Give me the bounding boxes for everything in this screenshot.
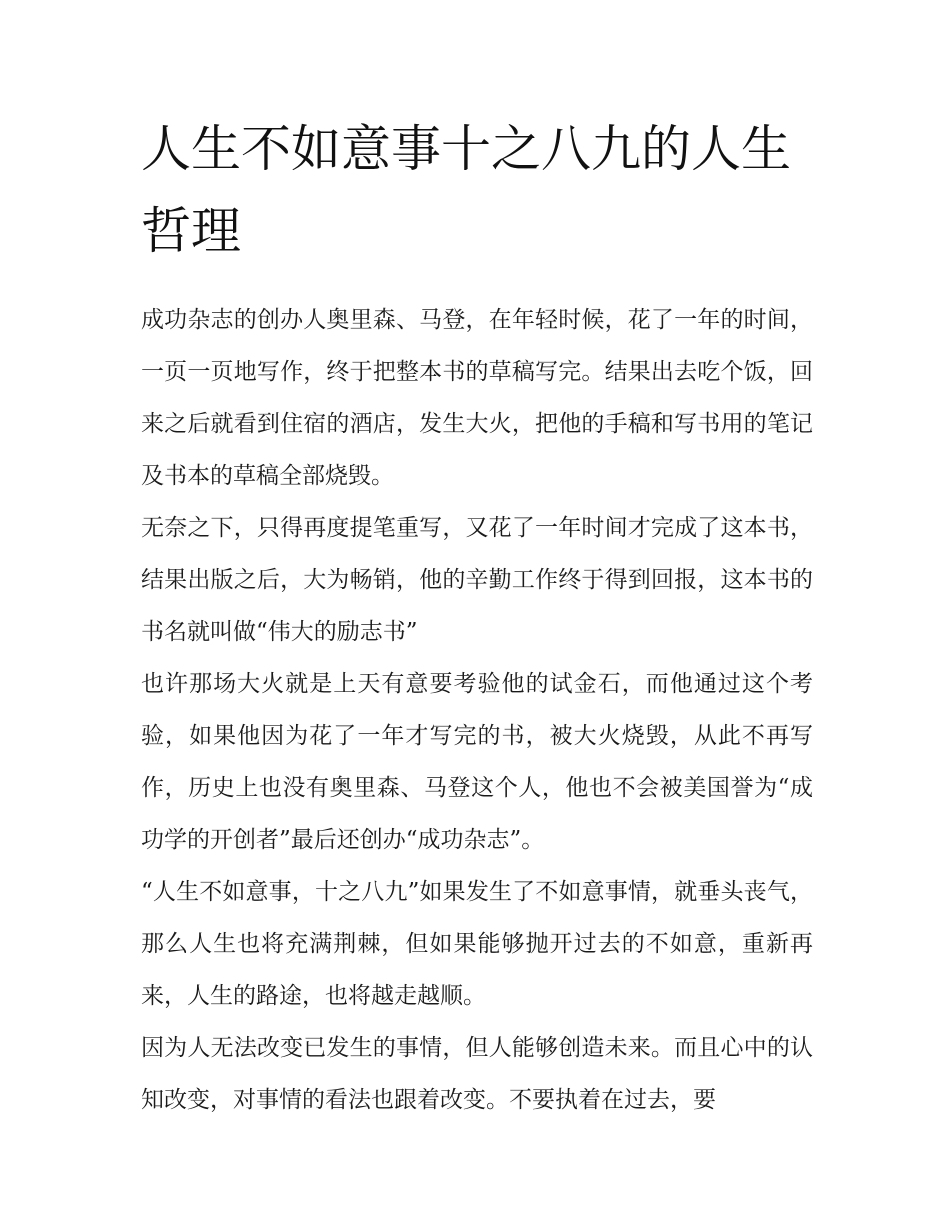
paragraph: 成功杂志的创办人奥里森、马登，在年轻时候，花了一年的时间，一页一页地写作，终于把整本书的草稿写完。结果出去吃个饭，回来之后就看到住宿的酒店，发生大火，把他的手稿和写书用的笔记及书本的草稿全部烧毁。 xyxy=(141,307,813,489)
paragraph: 无奈之下，只得再度提笔重写，又花了一年时间才完成了这本书，结果出版之后，大为畅销，他的辛勤工作终于得到回报，这本书的书名就叫做“伟大的励志书” xyxy=(141,515,813,645)
document-title: 人生不如意事十之八九的人生哲理 xyxy=(141,120,791,260)
paragraph: 因为人无法改变已发生的事情，但人能够创造未来。而且心中的认知改变，对事情的看法也跟着改变。不要执着在过去，要 xyxy=(141,1035,813,1113)
document-body xyxy=(141,294,813,1126)
document-page xyxy=(141,108,813,1126)
paragraph: “人生不如意事，十之八九”如果发生了不如意事情，就垂头丧气，那么人生也将充满荆棘，但如果能够抛开过去的不如意，重新再来，人生的路途，也将越走越顺。 xyxy=(141,879,813,1009)
paragraph: 也许那场大火就是上天有意要考验他的试金石，而他通过这个考验，如果他因为花了一年才写完的书，被大火烧毁，从此不再写作，历史上也没有奥里森、马登这个人，他也不会被美国誉为“成功学的开创者”最后还创办“成功杂志”。 xyxy=(141,671,813,853)
